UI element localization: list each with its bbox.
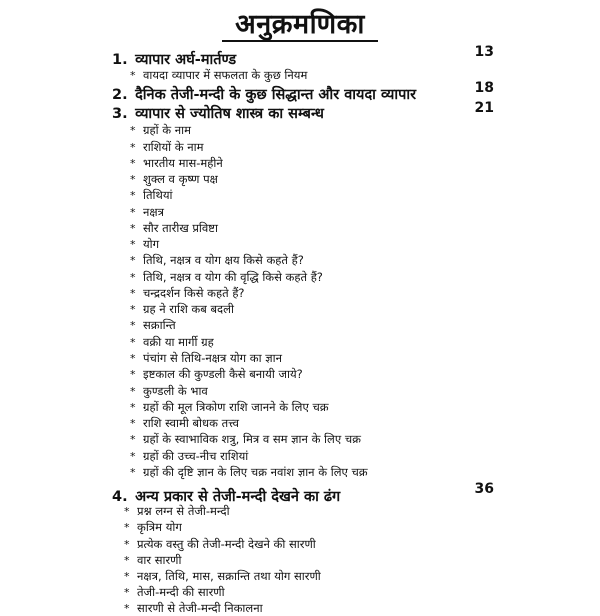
chapter-3 [112, 103, 497, 123]
list-item: * कुण्डली के भाव [130, 384, 208, 398]
bullet-icon: * [124, 505, 130, 518]
list-item: * वार सारणी [124, 553, 182, 567]
chapter-number: 4. [112, 489, 128, 505]
list-item: * तिथि, नक्षत्र व योग की वृद्धि किसे कहते हैं? [130, 270, 323, 284]
list-item: * नक्षत्र [130, 205, 164, 219]
list-item: * इष्टकाल की कुण्डली कैसे बनायी जाये? [130, 367, 303, 381]
list-item: * शुक्ल व कृष्ण पक्ष [130, 172, 218, 186]
chapter-title: व्यापार से ज्योतिष शास्त्र का सम्बन्ध [135, 106, 324, 122]
bullet-icon: * [130, 254, 136, 267]
list-item: * ग्रहों की उच्च-नीच राशियां [130, 449, 249, 463]
list-item: * ग्रहों के नाम [130, 123, 191, 137]
chapter-number: 3. [112, 106, 128, 122]
bullet-icon: * [130, 173, 136, 186]
bullet-icon: * [124, 554, 130, 567]
bullet-icon: * [130, 222, 136, 235]
bullet-icon: * [130, 271, 136, 284]
list-item: * प्रश्न लग्न से तेजी-मन्दी [124, 504, 230, 518]
chapter-4-page: 36 [474, 481, 494, 497]
list-item: * चन्द्रदर्शन किसे कहते हैं? [130, 286, 245, 300]
page-title: अनुक्रमणिका [235, 9, 365, 40]
bullet-icon: * [130, 319, 136, 332]
list-item: * योग [130, 237, 160, 251]
list-item: * वायदा व्यापार में सफलता के कुछ नियम [130, 68, 308, 82]
bullet-icon: * [130, 336, 136, 349]
list-item: * सक्रान्ति [130, 318, 176, 332]
bullet-icon: * [124, 538, 130, 551]
bullet-icon: * [130, 368, 136, 381]
list-item: * ग्रह ने राशि कब बदली [130, 302, 234, 316]
bullet-icon: * [130, 287, 136, 300]
chapter-title: व्यापार अर्घ-मार्तण्ड [135, 52, 237, 68]
bullet-icon: * [130, 417, 136, 430]
list-item: * ग्रहों की मूल त्रिकोण राशि जानने के लिए चक्र [130, 400, 329, 414]
chapter-number: 2. [112, 87, 128, 103]
bullet-icon: * [130, 401, 136, 414]
bullet-icon: * [130, 69, 136, 82]
bullet-icon: * [130, 352, 136, 365]
title-underline [222, 40, 378, 42]
chapter-1-page: 13 [474, 44, 494, 60]
bullet-icon: * [130, 433, 136, 446]
list-item: * ग्रहों के स्वाभाविक शत्रु, मित्र व सम ज्ञान के लिए चक्र [130, 432, 361, 446]
list-item: * पंचांग से तिथि-नक्षत्र योग का ज्ञान [130, 351, 282, 365]
list-item: * तिथि, नक्षत्र व योग क्षय किसे कहते हैं? [130, 253, 304, 267]
chapter-title: अन्य प्रकार से तेजी-मन्दी देखने का ढंग [135, 489, 341, 505]
list-item: * प्रत्येक वस्तु की तेजी-मन्दी देखने की सारणी [124, 537, 316, 551]
list-item: * तेजी-मन्दी की सारणी [124, 585, 225, 599]
chapter-2 [112, 84, 497, 104]
chapter-3-page: 21 [474, 100, 494, 116]
chapter-2-page: 18 [474, 80, 494, 96]
list-item: * कृत्रिम योग [124, 520, 182, 534]
chapter-1 [112, 49, 497, 69]
bullet-icon: * [130, 303, 136, 316]
list-item: * राशियों के नाम [130, 140, 204, 154]
chapter-4 [112, 486, 497, 506]
list-item: * राशि स्वामी बोधक तत्त्व [130, 416, 239, 430]
bullet-icon: * [124, 521, 130, 534]
list-item: * नक्षत्र, तिथि, मास, सक्रान्ति तथा योग सारणी [124, 569, 321, 583]
bullet-icon: * [130, 189, 136, 202]
bullet-icon: * [130, 385, 136, 398]
bullet-icon: * [130, 238, 136, 251]
bullet-icon: * [130, 450, 136, 463]
chapter-number: 1. [112, 52, 128, 68]
list-item: * भारतीय मास-महीने [130, 156, 223, 170]
bullet-icon: * [124, 602, 130, 615]
bullet-icon: * [130, 141, 136, 154]
bullet-icon: * [124, 570, 130, 583]
list-item: * वक्री या मार्गी ग्रह [130, 335, 214, 349]
list-item: * सौर तारीख प्रविष्टा [130, 221, 218, 235]
chapter-title: दैनिक तेजी-मन्दी के कुछ सिद्धान्त और वायदा व्यापार [135, 87, 416, 103]
bullet-icon: * [124, 586, 130, 599]
bullet-icon: * [130, 124, 136, 137]
list-item: * तिथियां [130, 188, 173, 202]
bullet-icon: * [130, 157, 136, 170]
bullet-icon: * [130, 206, 136, 219]
list-item: * सारणी से तेजी-मन्दी निकालना [124, 601, 263, 615]
bullet-icon: * [130, 466, 136, 479]
list-item: * ग्रहों की दृष्टि ज्ञान के लिए चक्र नवांश ज्ञान के लिए चक्र [130, 465, 368, 479]
